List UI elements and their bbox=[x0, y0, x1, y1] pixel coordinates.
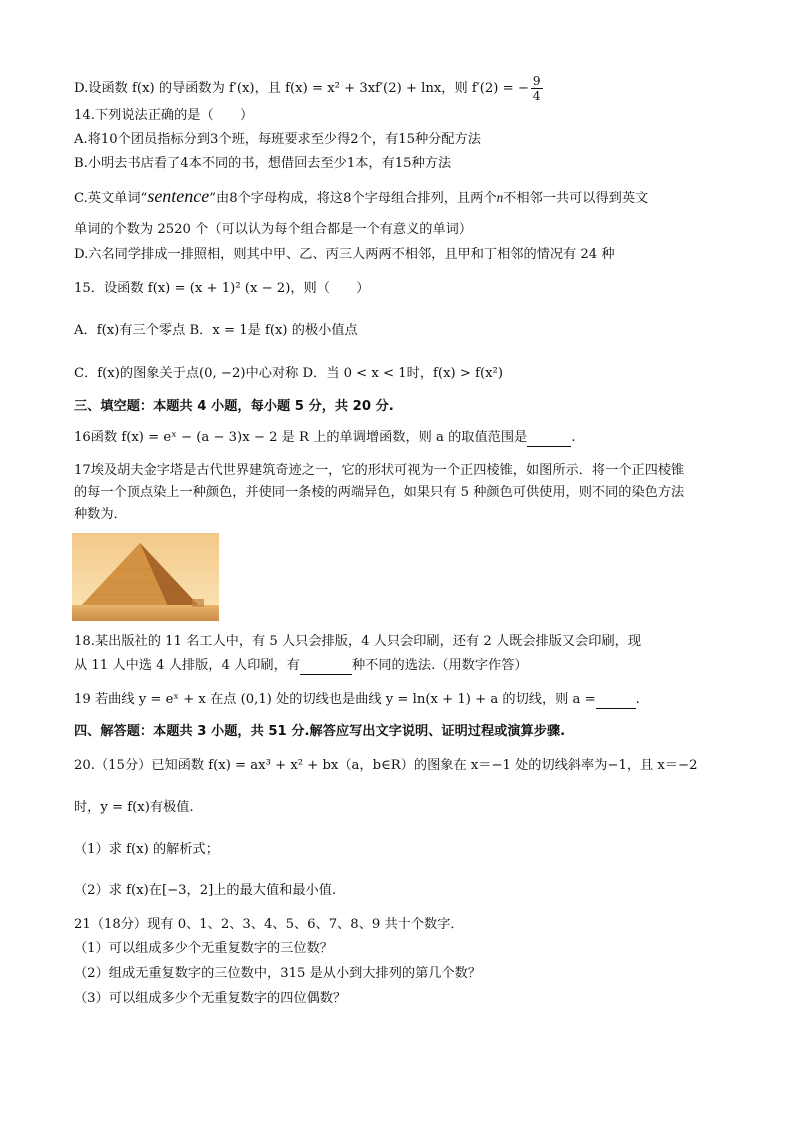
section-4-heading: 四、解答题：本题共 3 小题，共 51 分.解答应写出文字说明、证明过程或演算步骤. bbox=[74, 724, 566, 739]
q21-part-3: （3）可以组成多少个无重复数字的四位偶数？ bbox=[74, 991, 347, 1006]
q20-part-1: （1）求 f(x) 的解析式； bbox=[74, 842, 219, 857]
pyramid-photo bbox=[72, 533, 219, 621]
section-3-heading: 三、填空题：本题共 4 小题，每小题 5 分，共 20 分. bbox=[74, 399, 394, 414]
q14-stem: 14.下列说法正确的是（ ） bbox=[74, 108, 254, 123]
q20-line-1: 20.（15分）已知函数 f(x) = ax³ + x² + bx（a，b∈R）的图象在 x＝−1 处的切线斜率为−1，且 x＝−2 bbox=[74, 758, 698, 773]
q21-part-1: （1）可以组成多少个无重复数字的三位数？ bbox=[74, 941, 333, 956]
english-word: sentence bbox=[147, 186, 210, 206]
q14-option-a: A.将10个团员指标分到3个班，每班要求至少得2个，有15种分配方法 bbox=[74, 132, 481, 147]
q16: 16函数 f(x) = eˣ − (a − 3)x − 2 是 R 上的单调增函数，则 a 的取值范围是 . bbox=[74, 430, 576, 445]
q19: 19 若曲线 y = eˣ + x 在点 (0,1) 处的切线也是曲线 y = ln(x + 1) + a 的切线，则 a = . bbox=[74, 692, 640, 707]
q14-option-d: D.六名同学排成一排照相，则其中甲、乙、丙三人两两不相邻，且甲和丁相邻的情况有 24 种 bbox=[74, 247, 615, 262]
q18-line-1: 18.某出版社的 11 名工人中，有 5 人只会排版，4 人只会印刷，还有 2 人既会排版又会印刷，现 bbox=[74, 634, 642, 649]
q15-options-cd: C．f(x)的图象关于点(0, −2)中心对称 D．当 0 < x < 1时，f(x) > f(x²) bbox=[74, 366, 503, 381]
answer-blank bbox=[300, 660, 352, 675]
answer-blank bbox=[596, 694, 636, 709]
q13-option-d: D.设函数 f(x) 的导函数为 f′(x)，且 f(x) = x² + 3xf′(2) + lnx，则 f′(2) = − $\frac{9}{4}$ bbox=[74, 74, 541, 103]
q15-options-ab: A．f(x)有三个零点 B．x = 1是 f(x) 的极小值点 bbox=[74, 323, 358, 338]
fraction: $\frac{9}{4}$ bbox=[532, 74, 541, 103]
q20-line-2: 时，y = f(x)有极值. bbox=[74, 800, 194, 815]
answer-blank bbox=[527, 432, 571, 447]
q17-line-2: 的每一个顶点染上一种颜色，并使同一条棱的两端异色，如果只有 5 种颜色可供使用，则不同的染色方法 bbox=[74, 485, 685, 500]
q14-option-b: B.小明去书店看了4本不同的书，想借回去至少1本，有15种方法 bbox=[74, 156, 452, 171]
q14-option-c-cont: 单词的个数为 2520 个（可以认为每个组合都是一个有意义的单词） bbox=[74, 222, 473, 237]
q17-line-1: 17埃及胡夫金字塔是古代世界建筑奇迹之一，它的形状可视为一个正四棱锥，如图所示．将一个正四棱锥 bbox=[74, 463, 685, 478]
q14-option-c: C.英文单词“sentence”由8个字母构成，将这8个字母组合排列，且两个n不相邻一共可以得到英文 bbox=[74, 186, 649, 206]
q20-part-2: （2）求 f(x)在[−3，2]上的最大值和最小值. bbox=[74, 883, 337, 898]
pyramid-photo-icon bbox=[72, 533, 219, 621]
q15-stem: 15．设函数 f(x) = (x + 1)² (x − 2)，则（ ） bbox=[74, 281, 370, 296]
q21-part-2: （2）组成无重复数字的三位数中，315 是从小到大排列的第几个数？ bbox=[74, 966, 482, 981]
q18-line-2: 从 11 人中选 4 人排版，4 人印刷，有 种不同的选法.（用数字作答） bbox=[74, 658, 528, 673]
q17-line-3: 种数为． bbox=[74, 507, 127, 522]
q21-stem: 21（18分）现有 0、1、2、3、4、5、6、7、8、9 共十个数字． bbox=[74, 917, 464, 932]
